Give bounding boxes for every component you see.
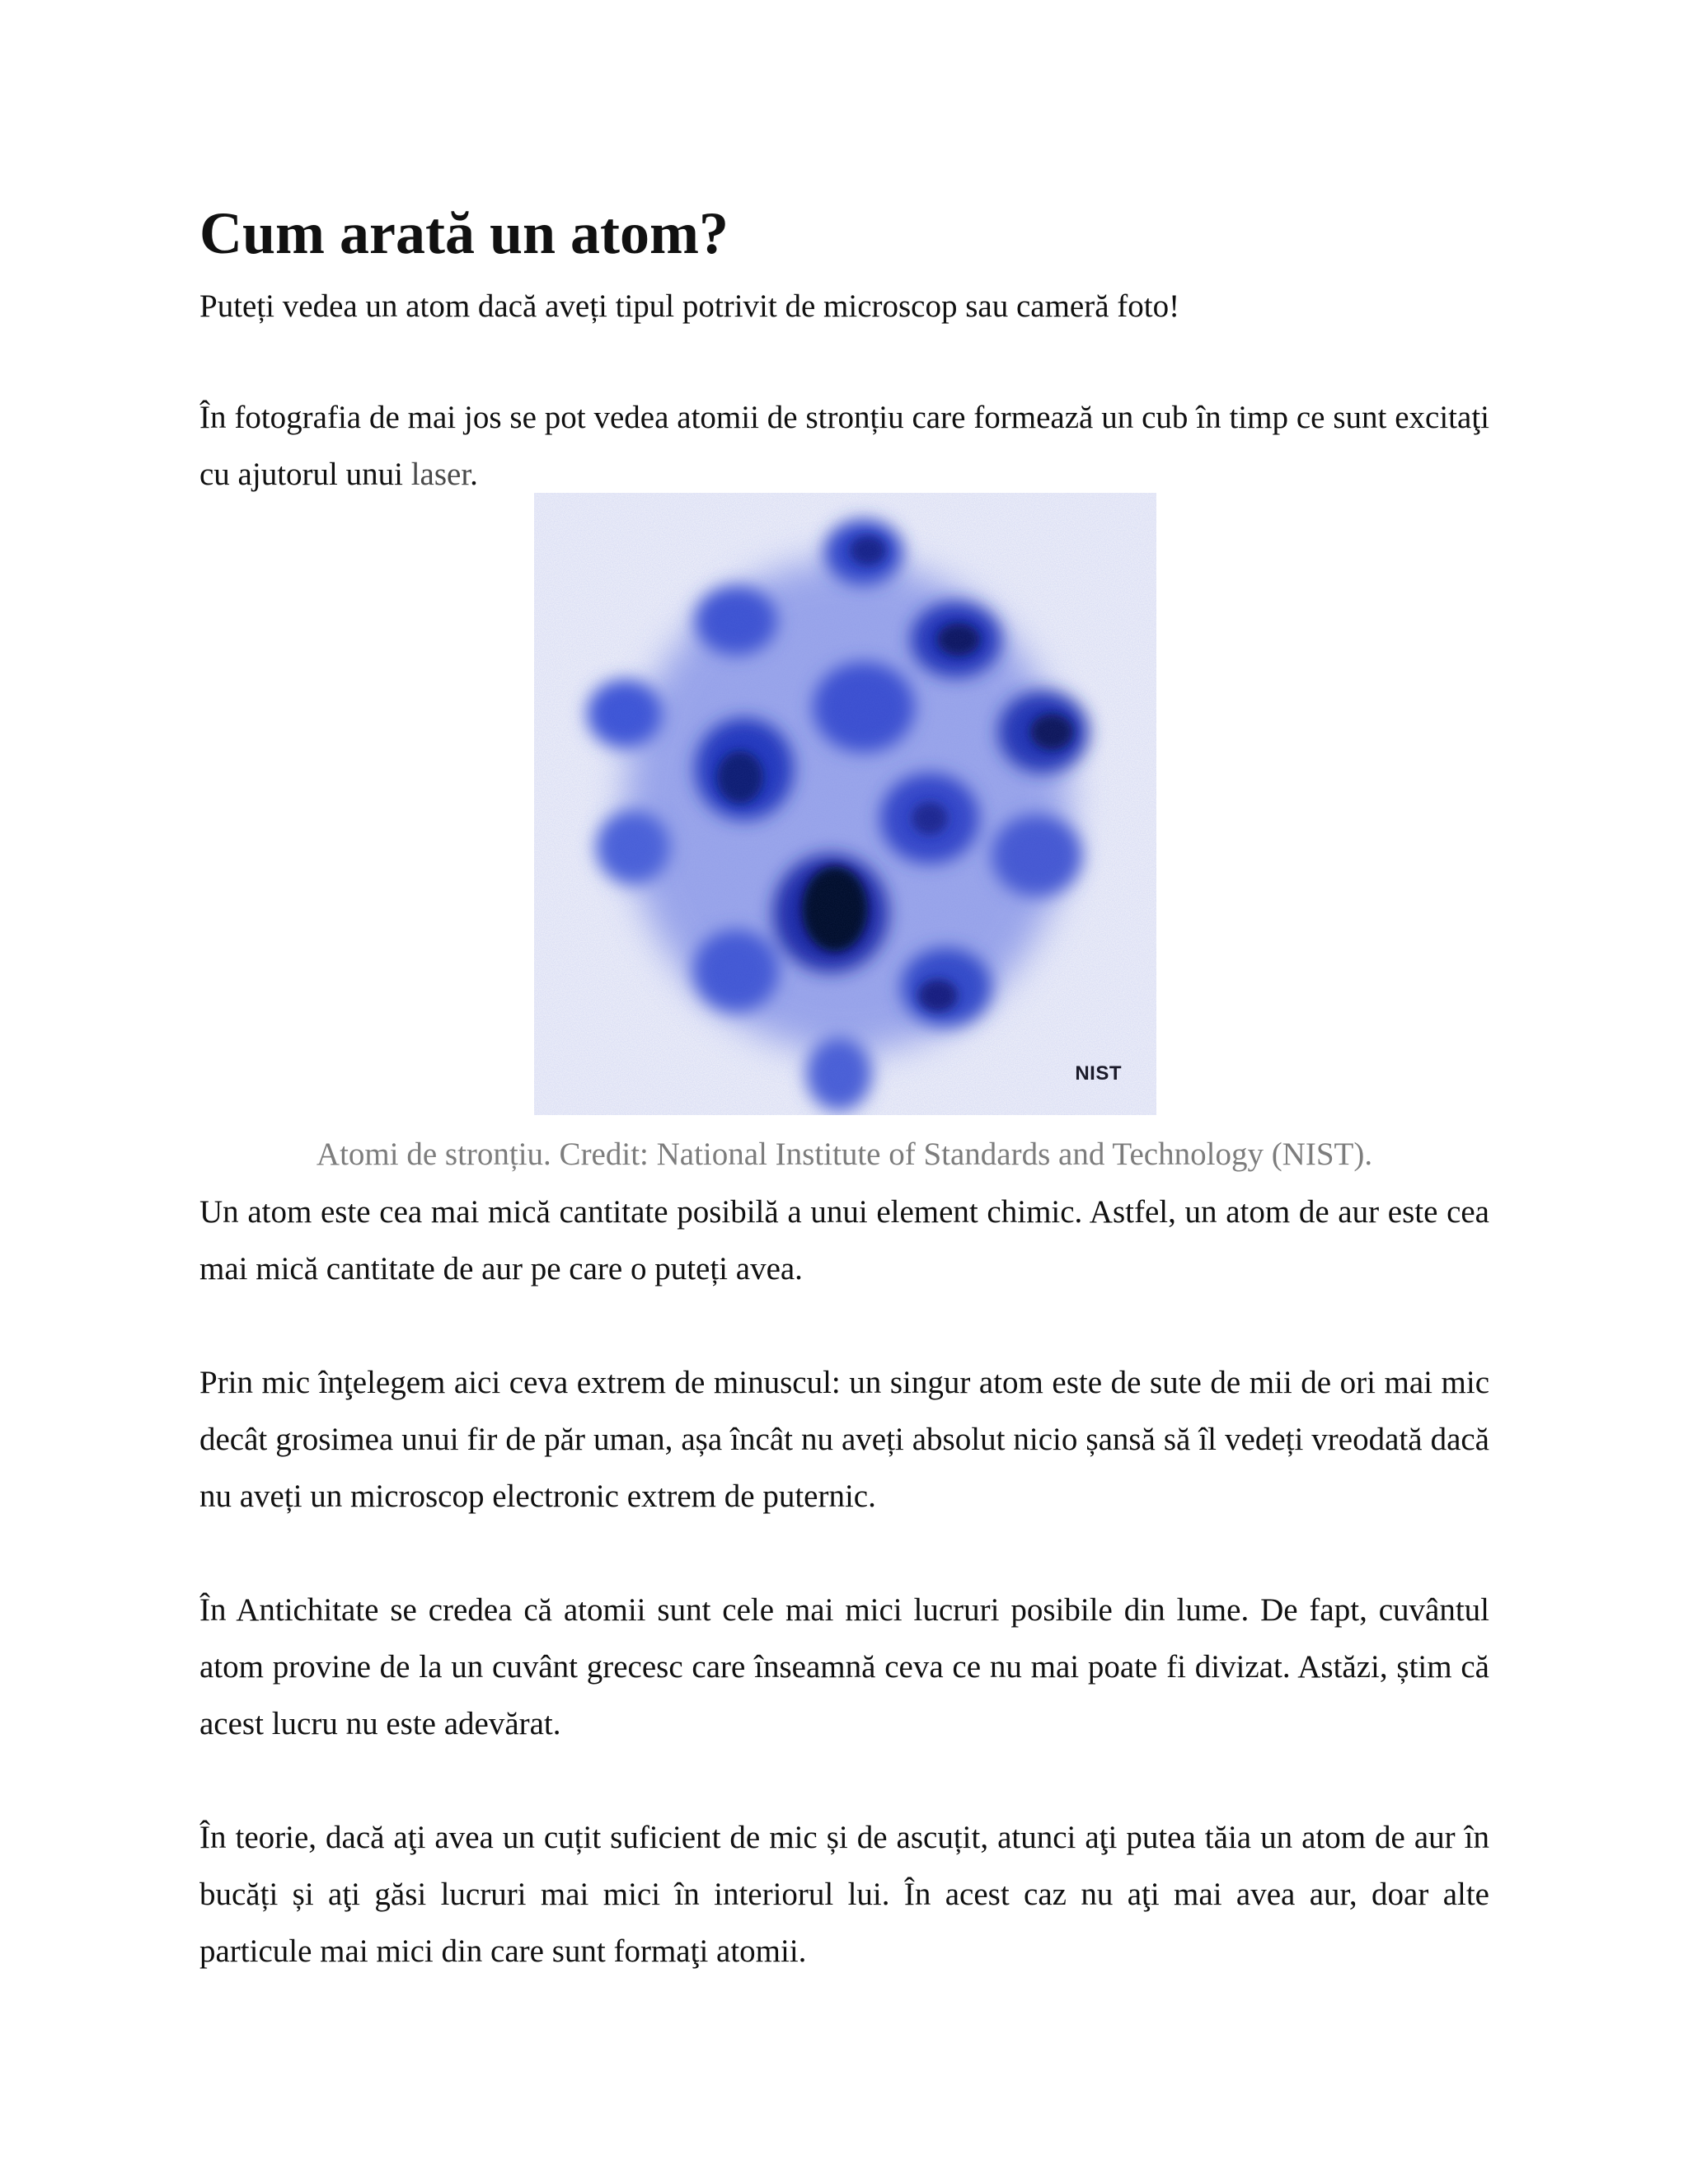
paragraph-4: În teorie, dacă aţi avea un cuțit suficient de mic și de ascuțit, atunci aţi putea tăia un atom de aur în bucăți și aţi găsi lucruri mai mici în interiorul lui. În acest caz nu aţi mai avea aur, doar alte particule mai mici din care sunt formaţi atomii.: [199, 1820, 1489, 1969]
nist-watermark: NIST: [1075, 1062, 1122, 1085]
atom-cloud-image: [534, 493, 1156, 1115]
intro-text-end: .: [470, 457, 478, 492]
paragraph-1: Un atom este cea mai mică cantitate posibilă a unui element chimic. Astfel, un atom de aur este cea mai mică cantitate de aur pe care o puteți avea.: [199, 1194, 1489, 1286]
laser-link[interactable]: laser: [410, 457, 471, 492]
subtitle-paragraph: Puteți vedea un atom dacă aveți tipul potrivit de microscop sau cameră foto!: [199, 288, 1180, 324]
paragraph-2: Prin mic înţelegem aici ceva extrem de minuscul: un singur atom este de sute de mii de ori mai mic decât grosimea unui fir de păr uman, așa încât nu aveți absolut nicio șansă să îl vedeți vreodată dacă nu aveți un microscop electronic extrem de puternic.: [199, 1365, 1489, 1514]
paragraph-3: În Antichitate se credea că atomii sunt cele mai mici lucruri posibile din lume. De fapt, cuvântul atom provine de la un cuvânt grecesc care înseamnă ceva ce nu mai poate fi divizat. Astăzi, știm că acest lucru nu este adevărat.: [199, 1592, 1489, 1741]
figure-caption: Atomi de stronțiu. Credit: National Institute of Standards and Technology (NIST).: [316, 1137, 1373, 1172]
page-title: Cum arată un atom?: [199, 200, 729, 266]
strontium-atoms-photo: [534, 493, 1156, 1115]
intro-paragraph: [199, 389, 1489, 503]
intro-text: În fotografia de mai jos se pot vedea atomii de stronțiu care formează un cub în timp ce sunt excitaţi cu ajutorul unui: [199, 400, 1489, 492]
